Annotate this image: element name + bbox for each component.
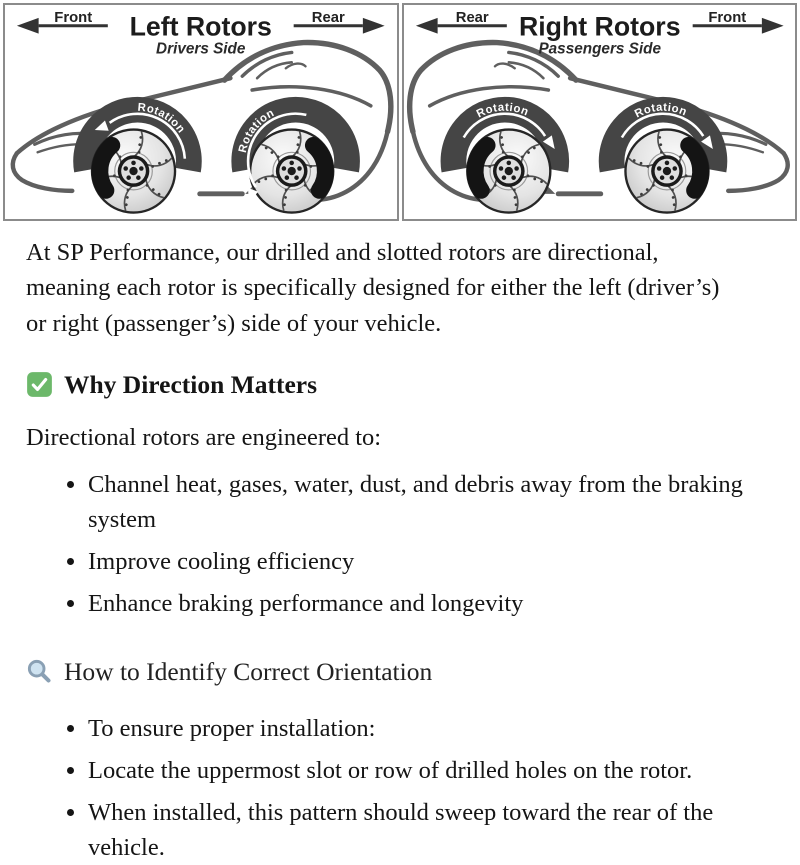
engineered-lead: Directional rotors are engineered to: (26, 423, 382, 451)
check-mark-icon (26, 371, 53, 398)
rotation-label: Rotation (137, 101, 188, 136)
rear-label: Rear (455, 9, 489, 26)
section-title: How to Identify Correct Orientation (64, 656, 433, 686)
identify-orientation-heading (26, 657, 770, 687)
list-item: • When installed, this pattern should sweep toward the rear of the vehicle. (88, 795, 760, 865)
front-label: Front (54, 9, 93, 26)
right-rotors-illustration (404, 5, 796, 219)
article-body (0, 235, 800, 865)
rotation-label: Rotation (236, 107, 277, 154)
list-item: • Improve cooling efficiency (88, 544, 760, 579)
list-item: • Enhance braking performance and longevity (88, 586, 760, 621)
right-rotors-panel (402, 3, 798, 221)
rotor-direction-diagram (0, 0, 800, 221)
left-rotors-panel (3, 3, 399, 221)
section-title: Why Direction Matters (64, 369, 318, 399)
identify-bullet-list (26, 711, 770, 865)
rotation-label: Rotation (632, 101, 689, 121)
panel-subtitle: Drivers Side (156, 40, 246, 58)
rotation-label: Rotation (474, 101, 530, 121)
left-rotors-illustration (5, 5, 397, 219)
front-label: Front (707, 9, 746, 26)
panel-title: Left Rotors (129, 11, 272, 42)
list-item: • Channel heat, gases, water, dust, and debris away from the braking system (88, 467, 760, 537)
why-direction-matters-heading (26, 370, 770, 400)
list-item: • Locate the uppermost slot or row of drilled holes on the rotor. (88, 753, 760, 788)
why-bullet-list (26, 467, 770, 621)
panel-title: Right Rotors (518, 11, 681, 42)
magnifying-glass-icon (26, 658, 53, 685)
panel-subtitle: Passengers Side (537, 40, 661, 58)
intro-paragraph: At SP Performance, our drilled and slotted rotors are directional, meaning each rotor is specifically designed for either the left (driver’s) or right (passenger’s) side of your vehicle. (26, 238, 720, 338)
rear-label: Rear (311, 9, 345, 26)
list-item: • To ensure proper installation: (88, 711, 760, 746)
